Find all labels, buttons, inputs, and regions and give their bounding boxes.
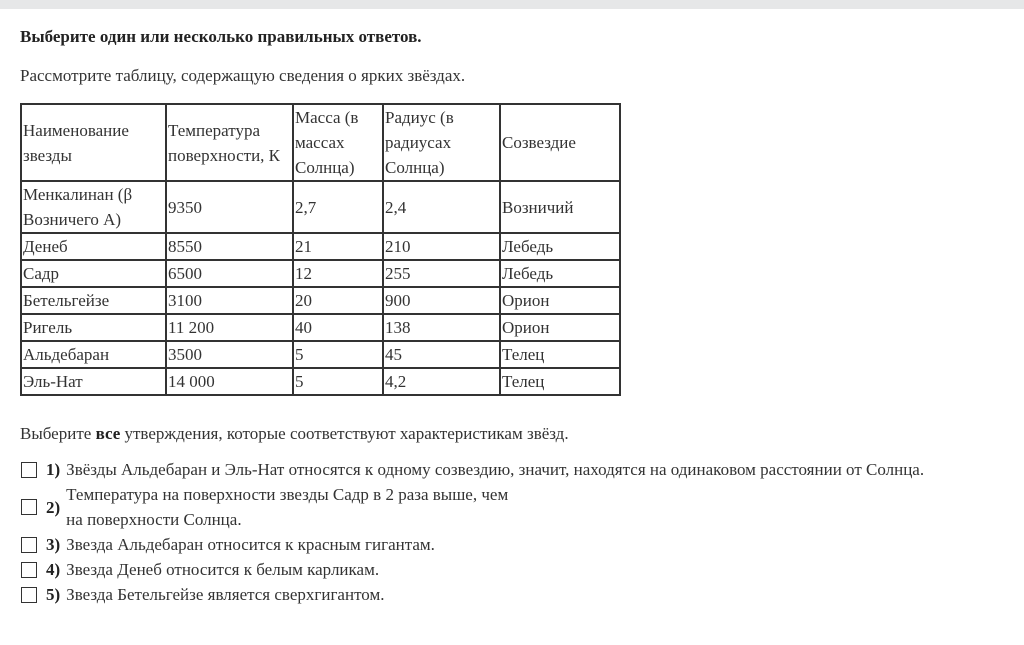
answer-option-4[interactable] xyxy=(20,557,1010,582)
table-row xyxy=(21,341,620,368)
answer-option-2[interactable] xyxy=(20,482,1010,532)
header-star-name: Наименование звезды xyxy=(21,104,166,181)
cell-temperature: 14 000 xyxy=(166,368,293,395)
cell-radius: 210 xyxy=(383,233,500,260)
cell-temperature: 9350 xyxy=(166,181,293,233)
answer-text-4: Звезда Денеб относится к белым карликам. xyxy=(66,560,380,579)
cell-star-name: Альдебаран xyxy=(21,341,166,368)
top-strip xyxy=(0,0,1024,9)
answer-checkbox-4[interactable] xyxy=(21,562,37,578)
cell-constellation: Лебедь xyxy=(500,233,620,260)
cell-temperature: 6500 xyxy=(166,260,293,287)
answer-number-4: 4) xyxy=(46,560,61,579)
answer-options xyxy=(20,457,1010,607)
cell-mass: 5 xyxy=(293,341,383,368)
answer-option-5[interactable] xyxy=(20,582,1010,607)
cell-mass: 12 xyxy=(293,260,383,287)
table-row xyxy=(21,233,620,260)
cell-temperature: 11 200 xyxy=(166,314,293,341)
cell-temperature: 8550 xyxy=(166,233,293,260)
cell-mass: 40 xyxy=(293,314,383,341)
task-instruction: Выберите один или несколько правильных ответов. xyxy=(20,27,422,46)
cell-constellation: Телец xyxy=(500,341,620,368)
cell-mass: 2,7 xyxy=(293,181,383,233)
answer-number-3: 3) xyxy=(46,535,61,554)
header-mass: Масса (в массах Солнца) xyxy=(293,104,383,181)
cell-mass: 5 xyxy=(293,368,383,395)
cell-radius: 255 xyxy=(383,260,500,287)
task-intro: Рассмотрите таблицу, содержащую сведения о ярких звёздах. xyxy=(20,66,466,85)
answer-checkbox-2[interactable] xyxy=(21,499,37,515)
cell-star-name: Менкалинан (β Возничего А) xyxy=(21,181,166,233)
cell-constellation: Лебедь xyxy=(500,260,620,287)
table-row xyxy=(21,181,620,233)
cell-constellation: Телец xyxy=(500,368,620,395)
question-text-end: утверждения, которые соответствуют характеристикам звёзд. xyxy=(120,424,569,443)
cell-radius: 900 xyxy=(383,287,500,314)
table-row xyxy=(21,260,620,287)
cell-star-name: Денеб xyxy=(21,233,166,260)
header-constellation: Созвездие xyxy=(500,104,620,181)
answer-number-5: 5) xyxy=(46,585,61,604)
cell-temperature: 3100 xyxy=(166,287,293,314)
header-temperature: Температура поверхности, К xyxy=(166,104,293,181)
answer-checkbox-5[interactable] xyxy=(21,587,37,603)
answer-text-2 xyxy=(66,482,508,532)
cell-star-name: Бетельгейзе xyxy=(21,287,166,314)
cell-mass: 21 xyxy=(293,233,383,260)
task-content xyxy=(20,26,1010,607)
answer-checkbox-1[interactable] xyxy=(21,462,37,478)
table-row xyxy=(21,368,620,395)
cell-star-name: Эль-Нат xyxy=(21,368,166,395)
cell-radius: 2,4 xyxy=(383,181,500,233)
answer-option-1[interactable] xyxy=(20,457,1010,482)
question-text-emphasis: все xyxy=(95,424,121,443)
answer-text-3: Звезда Альдебаран относится к красным гигантам. xyxy=(66,535,435,554)
header-radius: Радиус (в радиусах Солнца) xyxy=(383,104,500,181)
cell-radius: 4,2 xyxy=(383,368,500,395)
cell-constellation: Орион xyxy=(500,314,620,341)
answer-number-2: 2) xyxy=(46,497,61,517)
answer-number-1: 1) xyxy=(46,460,61,479)
cell-constellation: Возничий xyxy=(500,181,620,233)
table-header-row xyxy=(21,104,620,181)
cell-radius: 138 xyxy=(383,314,500,341)
answer-text-1: Звёзды Альдебаран и Эль-Нат относятся к одному созвездию, значит, находятся на одинаковом расстоянии от Солнца. xyxy=(66,460,925,479)
cell-star-name: Ригель xyxy=(21,314,166,341)
answer-text-2-line-1: Температура на поверхности звезды Садр в 2 раза выше, чем xyxy=(66,485,509,504)
question-text-start: Выберите xyxy=(20,424,96,443)
table-row xyxy=(21,314,620,341)
cell-radius: 45 xyxy=(383,341,500,368)
cell-temperature: 3500 xyxy=(166,341,293,368)
answer-text-2-line-2: на поверхности Солнца. xyxy=(66,510,242,529)
answer-text-5: Звезда Бетельгейзе является сверхгигантом. xyxy=(66,585,385,604)
answer-option-3[interactable] xyxy=(20,532,1010,557)
cell-star-name: Садр xyxy=(21,260,166,287)
question-text xyxy=(20,423,1010,445)
answer-checkbox-3[interactable] xyxy=(21,537,37,553)
cell-constellation: Орион xyxy=(500,287,620,314)
stars-table xyxy=(20,103,621,396)
cell-mass: 20 xyxy=(293,287,383,314)
table-row xyxy=(21,287,620,314)
